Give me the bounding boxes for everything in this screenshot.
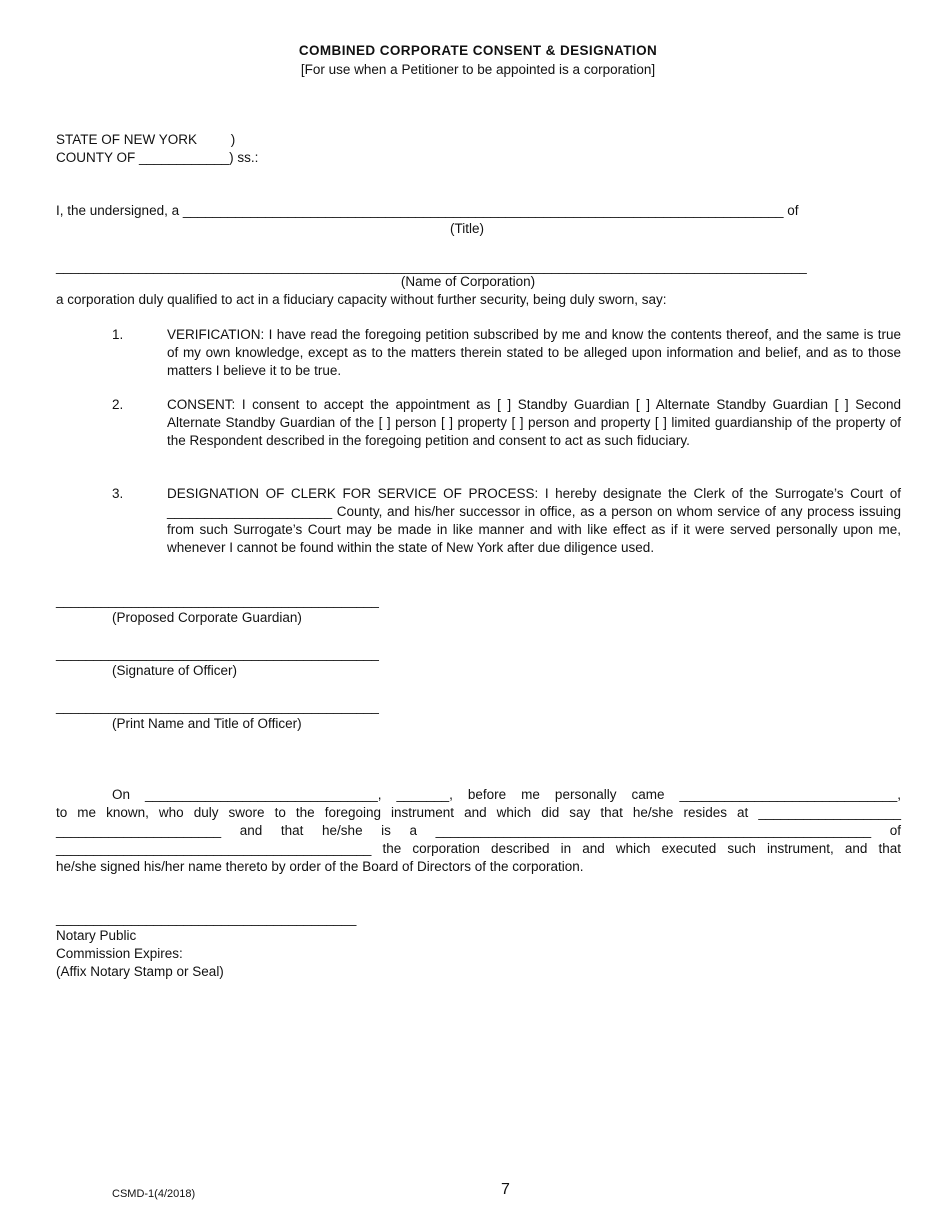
venue-state: STATE OF NEW YORK ) (56, 132, 236, 147)
designation-paragraph: DESIGNATION OF CLERK FOR SERVICE OF PROCESS: I hereby designate the Clerk of the Surrogate’s Court of ______________________ County, and his/her successor in office, as a person on whom service of any process issuing from such Surrogate’s Court may be made in like manner and with like effect as if it were served personally upon me, whenever I cannot be found within the state of New York after due diligence used. (167, 486, 901, 555)
signature-line: ___________________________________________ (56, 699, 379, 714)
acknowledgment-line: to me known, who duly swore to the foregoing instrument and which did say that he/she resides at ___________________ (56, 805, 901, 820)
acknowledgment-line: he/she signed his/her name thereto by order of the Board of Directors of the corporation. (56, 859, 584, 874)
notary-label: Notary Public (56, 928, 137, 943)
signature-caption: (Proposed Corporate Guardian) (112, 610, 302, 625)
page-title: COMBINED CORPORATE CONSENT & DESIGNATION (298, 43, 658, 58)
corporation-name-line: ____________________________________________________________________________________________________ (56, 259, 807, 274)
sworn-statement: a corporation duly qualified to act in a fiduciary capacity without further security, being duly sworn, say: (56, 292, 667, 307)
form-id: CSMD-1(4/2018) (112, 1188, 196, 1200)
item-number: 1. (112, 327, 124, 342)
venue-county: COUNTY OF ____________) ss.: (56, 150, 259, 165)
corporation-name-caption: (Name of Corporation) (400, 274, 536, 289)
title-caption: (Title) (450, 221, 484, 236)
signature-caption: (Print Name and Title of Officer) (112, 716, 302, 731)
commission-expires: Commission Expires: (56, 946, 183, 961)
consent-paragraph: CONSENT: I consent to accept the appointment as [ ] Standby Guardian [ ] Alternate Standby Guardian [ ] Second Alternate Standby Guardian of the [ ] person [ ] property [ ] person and property [ ] limited guardianship of the property of the Respondent described in the foregoing petition and consent to act as such fiduciary. (167, 397, 901, 448)
acknowledgment-line: On _______________________________, _______, before me personally came _____________________________, (112, 787, 901, 802)
undersigned-line: I, the undersigned, a ________________________________________________________________________________ of (56, 203, 799, 218)
notary-signature-line: ________________________________________ (56, 911, 357, 926)
signature-line: ___________________________________________ (56, 593, 379, 608)
acknowledgment-line: __________________________________________ the corporation described in and which executed such instrument, and that (56, 841, 901, 856)
signature-caption: (Signature of Officer) (112, 663, 238, 678)
verification-paragraph: VERIFICATION: I have read the foregoing petition subscribed by me and know the contents thereof, and the same is true of my own knowledge, except as to the matters therein stated to be alleged upon information and belief, and as to those matters I believe it to be true. (167, 327, 901, 378)
page-number: 7 (501, 1181, 510, 1198)
signature-line: ___________________________________________ (56, 646, 379, 661)
notary-seal-note: (Affix Notary Stamp or Seal) (56, 964, 224, 979)
item-number: 2. (112, 397, 124, 412)
page-subtitle: [For use when a Petitioner to be appointed is a corporation] (300, 62, 656, 77)
item-number: 3. (112, 486, 124, 501)
acknowledgment-line: ______________________ and that he/she is a __________________________________________________________ of (56, 823, 901, 838)
